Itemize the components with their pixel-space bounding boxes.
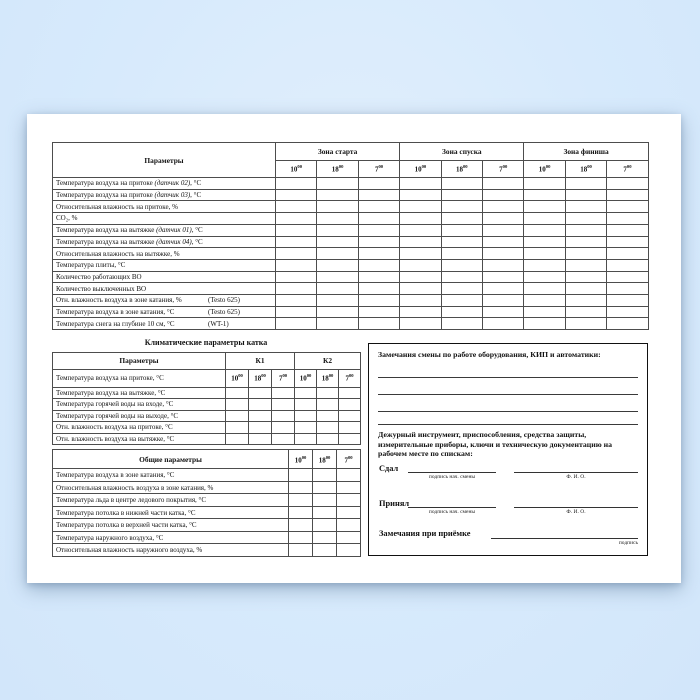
data-cell [317,410,339,422]
parameter-label: Температура воздуха в зоне катания, °C (Testo 625) [53,306,276,318]
data-cell [289,519,313,532]
data-cell [276,213,317,225]
zone-header-row [53,143,649,161]
data-cell [482,306,523,318]
data-cell [337,481,361,494]
data-cell [317,178,358,190]
data-cell [337,519,361,532]
device-note: (WT-1) [208,319,229,328]
time-header: $7^{00}$ [607,161,649,178]
data-cell [358,236,399,248]
data-cell [358,178,399,190]
parameter-label: Температура воздуха в зоне катания, °C [53,469,289,482]
data-cell [400,283,441,295]
table-row [53,519,361,532]
data-cell [313,519,337,532]
data-cell [339,433,361,445]
data-cell [249,433,272,445]
time-header: $7^{00}$ [339,369,361,387]
data-cell [339,410,361,422]
time-header: $7^{00}$ [272,369,295,387]
parameter-label: Температура воздуха на притоке (датчик 03), °C [53,189,276,201]
table-row [53,494,361,507]
data-cell [226,387,249,399]
table-row [53,481,361,494]
data-cell [441,259,482,271]
table-row [53,469,361,482]
data-cell [276,318,317,330]
data-cell [289,494,313,507]
data-cell [400,224,441,236]
data-cell [317,294,358,306]
data-cell [524,259,565,271]
general-table-body [53,469,361,557]
climate-table-title: Климатические параметры катка [144,338,268,347]
data-cell [400,178,441,190]
time-header: $10^{00}$ [276,161,317,178]
data-cell [317,399,339,411]
handed-label: Сдал [379,464,399,473]
data-cell [524,283,565,295]
data-cell [441,201,482,213]
time-header: $18^{00}$ [313,450,337,469]
parameter-label: Относительная влажность на притоке, % [53,201,276,213]
parameters-header: Параметры [53,143,276,178]
data-cell [482,294,523,306]
data-cell [524,224,565,236]
data-cell [482,248,523,260]
k1-header: К1 [226,353,295,370]
parameter-label: Температура плиты, °C [53,259,276,271]
data-cell [337,544,361,557]
data-cell [276,236,317,248]
data-cell [276,189,317,201]
table-row [53,271,649,283]
data-cell [358,271,399,283]
data-cell [249,422,272,434]
accepted-signature-line [408,507,496,515]
writing-line [378,377,638,378]
data-cell [565,236,606,248]
k2-header: К2 [295,353,361,370]
data-cell [482,236,523,248]
data-cell [272,422,295,434]
data-cell [276,283,317,295]
parameter-label: Количество работающих ВО [53,271,276,283]
data-cell [276,178,317,190]
data-cell [565,224,606,236]
data-cell [317,271,358,283]
data-cell [565,306,606,318]
data-cell [313,544,337,557]
data-cell [317,213,358,225]
acceptance-signature-line [491,538,638,546]
table-row [53,433,361,445]
parameter-label: Температура воздуха на вытяжке, °C [53,387,226,399]
data-cell [276,248,317,260]
data-cell [337,506,361,519]
accepted-label: Принял [379,499,410,508]
table-row [53,399,361,411]
data-cell [565,294,606,306]
data-cell [317,306,358,318]
data-cell [313,506,337,519]
data-cell [441,178,482,190]
acceptance-remarks-label: Замечания при приёмке [379,529,471,538]
data-cell [607,236,649,248]
data-cell [524,306,565,318]
data-cell [441,189,482,201]
parameter-label: Температура горячей воды на входе, °C [53,399,226,411]
device-note: (Testo 625) [208,296,240,305]
climate-parameters-table [52,352,361,445]
data-cell [317,259,358,271]
parameter-label: Температура воздуха на вытяжке (датчик 01), °C [53,224,276,236]
table-row [53,318,649,330]
time-header: $10^{00}$ [226,369,249,387]
data-cell [358,283,399,295]
data-cell [482,213,523,225]
time-header: $10^{00}$ [524,161,565,178]
data-cell [313,531,337,544]
data-cell [313,494,337,507]
main-parameters-table [52,142,649,330]
signature-caption: подпись нач. смены [428,509,476,515]
paper-sheet [27,114,681,583]
data-cell [317,422,339,434]
data-cell [441,271,482,283]
parameter-label: Температура снега на глубине 10 см, °C (WT-1) [53,318,276,330]
data-cell [482,189,523,201]
data-cell [565,189,606,201]
table-row [53,224,649,236]
table-row [53,387,361,399]
data-cell [524,236,565,248]
data-cell [289,481,313,494]
data-cell [565,259,606,271]
duty-inventory-text: Дежурный инструмент, приспособления, средства защиты, измерительные приборы, ключи и техническую документацию на рабочем месте по спискам: [378,430,613,458]
data-cell [276,306,317,318]
parameters-header: Параметры [53,353,226,370]
data-cell [295,433,317,445]
table-row [53,410,361,422]
shift-remarks-panel [368,343,648,556]
signature-caption: подпись [618,540,638,546]
data-cell [295,422,317,434]
general-parameters-table [52,449,361,557]
parameter-label: Относительная влажность на вытяжке, % [53,248,276,260]
data-cell [289,506,313,519]
time-header: $7^{00}$ [337,450,361,469]
table-row [53,283,649,295]
table-row [53,531,361,544]
data-cell [272,399,295,411]
time-header: $18^{00}$ [565,161,606,178]
data-cell [441,283,482,295]
data-cell [317,236,358,248]
data-cell [276,224,317,236]
data-cell [337,469,361,482]
data-cell [272,410,295,422]
zone-finish-header: Зона финиша [524,143,648,161]
data-cell [441,248,482,260]
parameter-label: Температура льда в центре ледового покрытия, °C [53,494,289,507]
data-cell [524,178,565,190]
table-row [53,306,649,318]
data-cell [276,271,317,283]
parameter-label: Температура потолка в нижней части катка, °C [53,506,289,519]
data-cell [607,189,649,201]
parameter-label: Температура воздуха на притоке, °C [53,369,226,387]
data-cell [226,433,249,445]
parameter-label: Температура воздуха на вытяжке (датчик 04), °C [53,236,276,248]
parameter-label: Температура горячей воды на выходе, °C [53,410,226,422]
data-cell [249,387,272,399]
data-cell [565,213,606,225]
data-cell [524,318,565,330]
time-header: $7^{00}$ [482,161,523,178]
data-cell [607,178,649,190]
time-header: $18^{00}$ [441,161,482,178]
zone-descent-header: Зона спуска [400,143,524,161]
time-header: $10^{00}$ [295,369,317,387]
data-cell [441,318,482,330]
climate-header-row [53,353,361,370]
data-cell [400,189,441,201]
table-row [53,248,649,260]
data-cell [358,224,399,236]
handed-signature-line [408,472,496,480]
data-cell [482,271,523,283]
data-cell [339,399,361,411]
parameter-label: Относительная влажность воздуха в зоне катания, % [53,481,289,494]
data-cell [524,213,565,225]
parameter-label: Отн. влажность воздуха в зоне катания, % (Testo 625) [53,294,276,306]
data-cell [524,294,565,306]
writing-line [378,394,638,395]
climate-table-body [53,387,361,445]
signature-caption: подпись нач. смены [428,474,476,480]
table-row [53,422,361,434]
data-cell [482,283,523,295]
writing-line [378,411,638,412]
table-row [53,178,649,190]
data-cell [441,294,482,306]
data-cell [313,469,337,482]
data-cell [565,318,606,330]
data-cell [358,189,399,201]
data-cell [524,201,565,213]
table-row [53,189,649,201]
data-cell [226,422,249,434]
data-cell [276,259,317,271]
main-table-body [53,178,649,330]
data-cell [226,410,249,422]
zone-start-header: Зона старта [276,143,400,161]
data-cell [358,201,399,213]
data-cell [337,531,361,544]
data-cell [249,410,272,422]
general-parameters-header: Общие параметры [53,450,289,469]
data-cell [607,213,649,225]
data-cell [317,433,339,445]
data-cell [482,201,523,213]
data-cell [295,410,317,422]
data-cell [400,236,441,248]
handed-name-line [514,472,638,480]
accepted-name-line [514,507,638,515]
data-cell [272,387,295,399]
data-cell [400,201,441,213]
table-row [53,544,361,557]
parameter-label: CO₂, % [53,213,276,225]
data-cell [317,224,358,236]
data-cell [524,271,565,283]
data-cell [607,306,649,318]
data-cell [524,189,565,201]
fio-caption: Ф. И. О. [566,474,586,480]
time-header: $10^{00}$ [289,450,313,469]
parameter-label: Температура потолка в верхней части катка, °C [53,519,289,532]
data-cell [337,494,361,507]
data-cell [339,387,361,399]
data-cell [226,399,249,411]
data-cell [565,248,606,260]
table-row [53,506,361,519]
data-cell [524,248,565,260]
data-cell [565,271,606,283]
data-cell [607,224,649,236]
climate-first-row [53,369,361,387]
data-cell [441,224,482,236]
data-cell [272,433,295,445]
data-cell [317,318,358,330]
data-cell [565,178,606,190]
data-cell [289,531,313,544]
data-cell [565,283,606,295]
data-cell [317,248,358,260]
data-cell [441,236,482,248]
data-cell [482,259,523,271]
data-cell [400,306,441,318]
table-row [53,294,649,306]
time-header: $10^{00}$ [400,161,441,178]
data-cell [482,178,523,190]
table-row [53,213,649,225]
data-cell [607,248,649,260]
remarks-title: Замечания смены по работе оборудования, КИП и автоматики: [378,350,601,359]
data-cell [607,271,649,283]
table-row [53,201,649,213]
data-cell [276,201,317,213]
time-header: $18^{00}$ [317,161,358,178]
data-cell [607,318,649,330]
data-cell [607,259,649,271]
parameter-label: Температура наружного воздуха, °C [53,531,289,544]
general-header-row [53,450,361,469]
time-header: $7^{00}$ [358,161,399,178]
data-cell [358,306,399,318]
data-cell [317,387,339,399]
table-row [53,259,649,271]
data-cell [358,248,399,260]
data-cell [249,399,272,411]
data-cell [607,283,649,295]
data-cell [317,283,358,295]
parameter-label: Отн. влажность воздуха на вытяжке, °C [53,433,226,445]
data-cell [313,481,337,494]
data-cell [400,318,441,330]
data-cell [400,248,441,260]
data-cell [295,387,317,399]
data-cell [295,399,317,411]
data-cell [441,306,482,318]
data-cell [400,213,441,225]
data-cell [482,224,523,236]
data-cell [317,201,358,213]
data-cell [482,318,523,330]
parameter-label: Количество выключенных ВО [53,283,276,295]
data-cell [400,271,441,283]
parameter-label: Отн. влажность воздуха на притоке, °C [53,422,226,434]
data-cell [358,213,399,225]
data-cell [358,259,399,271]
data-cell [441,213,482,225]
parameter-label: Относительная влажность наружного воздуха, % [53,544,289,557]
data-cell [607,201,649,213]
data-cell [400,259,441,271]
data-cell [607,294,649,306]
time-header: $18^{00}$ [249,369,272,387]
data-cell [400,294,441,306]
device-note: (Testo 625) [208,307,240,316]
data-cell [289,469,313,482]
fio-caption: Ф. И. О. [566,509,586,515]
data-cell [276,294,317,306]
data-cell [358,294,399,306]
data-cell [565,201,606,213]
data-cell [339,422,361,434]
time-header: $18^{00}$ [317,369,339,387]
writing-line [378,424,638,425]
parameter-label: Температура воздуха на притоке (датчик 02), °C [53,178,276,190]
data-cell [289,544,313,557]
table-row [53,236,649,248]
data-cell [317,189,358,201]
data-cell [358,318,399,330]
